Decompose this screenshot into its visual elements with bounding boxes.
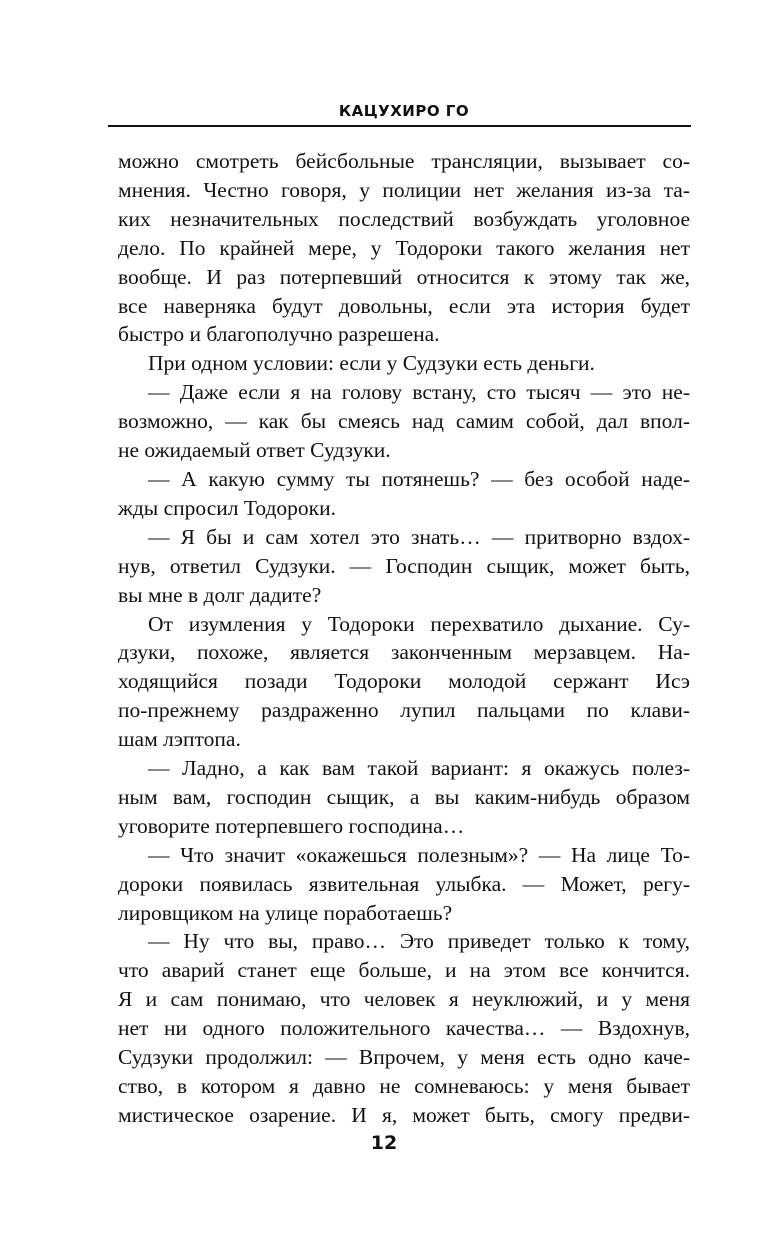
text-line: вообще. И раз потерпевший относится к этому так же, <box>118 264 690 289</box>
text-line: При одном условии: если у Судзуки есть деньги. <box>148 351 595 376</box>
text-line: нув, ответил Судзуки. — Господин сыщик, может быть, <box>118 553 690 578</box>
text-line: — Что значит «окажешься полезным»? — На лице То- <box>148 842 690 867</box>
text-line: Я и сам понимаю, что человек я неуклюжий, и у меня <box>118 987 690 1012</box>
text-line: мнения. Честно говоря, у полиции нет желания из-за та- <box>118 177 690 202</box>
text-line: — Я бы и сам хотел это знать… — притворно вздох- <box>148 524 690 549</box>
text-line: дзуки, похоже, является законченным мерзавцем. На- <box>118 640 690 665</box>
paragraph <box>118 610 690 755</box>
paragraph <box>118 349 690 378</box>
text-line: жды спросил Тодороки. <box>118 495 337 520</box>
header-rule <box>108 125 691 127</box>
paragraph <box>118 754 690 841</box>
text-line: можно смотреть бейсбольные трансляции, вызывает со- <box>118 149 690 173</box>
text-line: ходящийся позади Тодороки молодой сержант Исэ <box>118 669 690 694</box>
text-line: дело. По крайней мере, у Тодороки такого желания нет <box>118 235 690 260</box>
paragraph <box>118 927 690 1129</box>
paragraph <box>118 378 690 465</box>
text-line: шам лэптопа. <box>118 727 241 752</box>
text-line: — А какую сумму ты потянешь? — без особой наде- <box>148 466 690 491</box>
paragraph <box>118 523 690 610</box>
text-line: — Ладно, а как вам такой вариант: я окажусь полез- <box>148 756 690 781</box>
text-line: возможно, — как бы смеясь над самим собой, дал впол- <box>118 409 690 434</box>
body-text <box>118 147 690 1130</box>
text-line: От изумления у Тодороки перехватило дыхание. Су- <box>148 611 690 636</box>
text-line: что аварий станет еще больше, и на этом все кончится. <box>118 958 690 983</box>
text-line: ство, в котором я давно не сомневаюсь: у меня бывает <box>118 1074 690 1098</box>
paragraph <box>118 147 690 349</box>
text-line: ным вам, господин сыщик, а вы каким-нибудь образом <box>118 784 690 809</box>
page-number: 12 <box>370 1132 398 1154</box>
text-line: дороки появилась язвительная улыбка. — Может, регу- <box>118 871 690 896</box>
text-line: мистическое озарение. И я, может быть, смогу предви- <box>118 1102 690 1127</box>
paragraph <box>118 465 690 523</box>
text-line: ких незначительных последствий возбуждать уголовное <box>118 206 690 231</box>
text-line: быстро и благополучно разрешена. <box>118 322 440 347</box>
text-line: — Даже если я на голову встану, сто тысяч — это не- <box>148 380 690 405</box>
text-line: нет ни одного положительного качества… — Вздохнув, <box>118 1016 690 1041</box>
text-line: Судзуки продолжил: — Впрочем, у меня есть одно каче- <box>118 1045 690 1070</box>
text-line: не ожидаемый ответ Судзуки. <box>118 438 391 463</box>
text-line: все наверняка будут довольны, если эта история будет <box>118 293 690 318</box>
text-line: — Ну что вы, право… Это приведет только к тому, <box>148 929 690 954</box>
text-line: уговорите потерпевшего господина… <box>118 813 465 838</box>
text-line: вы мне в долг дадите? <box>118 582 322 607</box>
text-line: лировщиком на улице поработаешь? <box>118 900 453 925</box>
paragraph <box>118 841 690 928</box>
text-line: по-прежнему раздраженно лупил пальцами по клави- <box>118 698 690 723</box>
running-header: КАЦУХИРО ГО <box>338 102 470 120</box>
